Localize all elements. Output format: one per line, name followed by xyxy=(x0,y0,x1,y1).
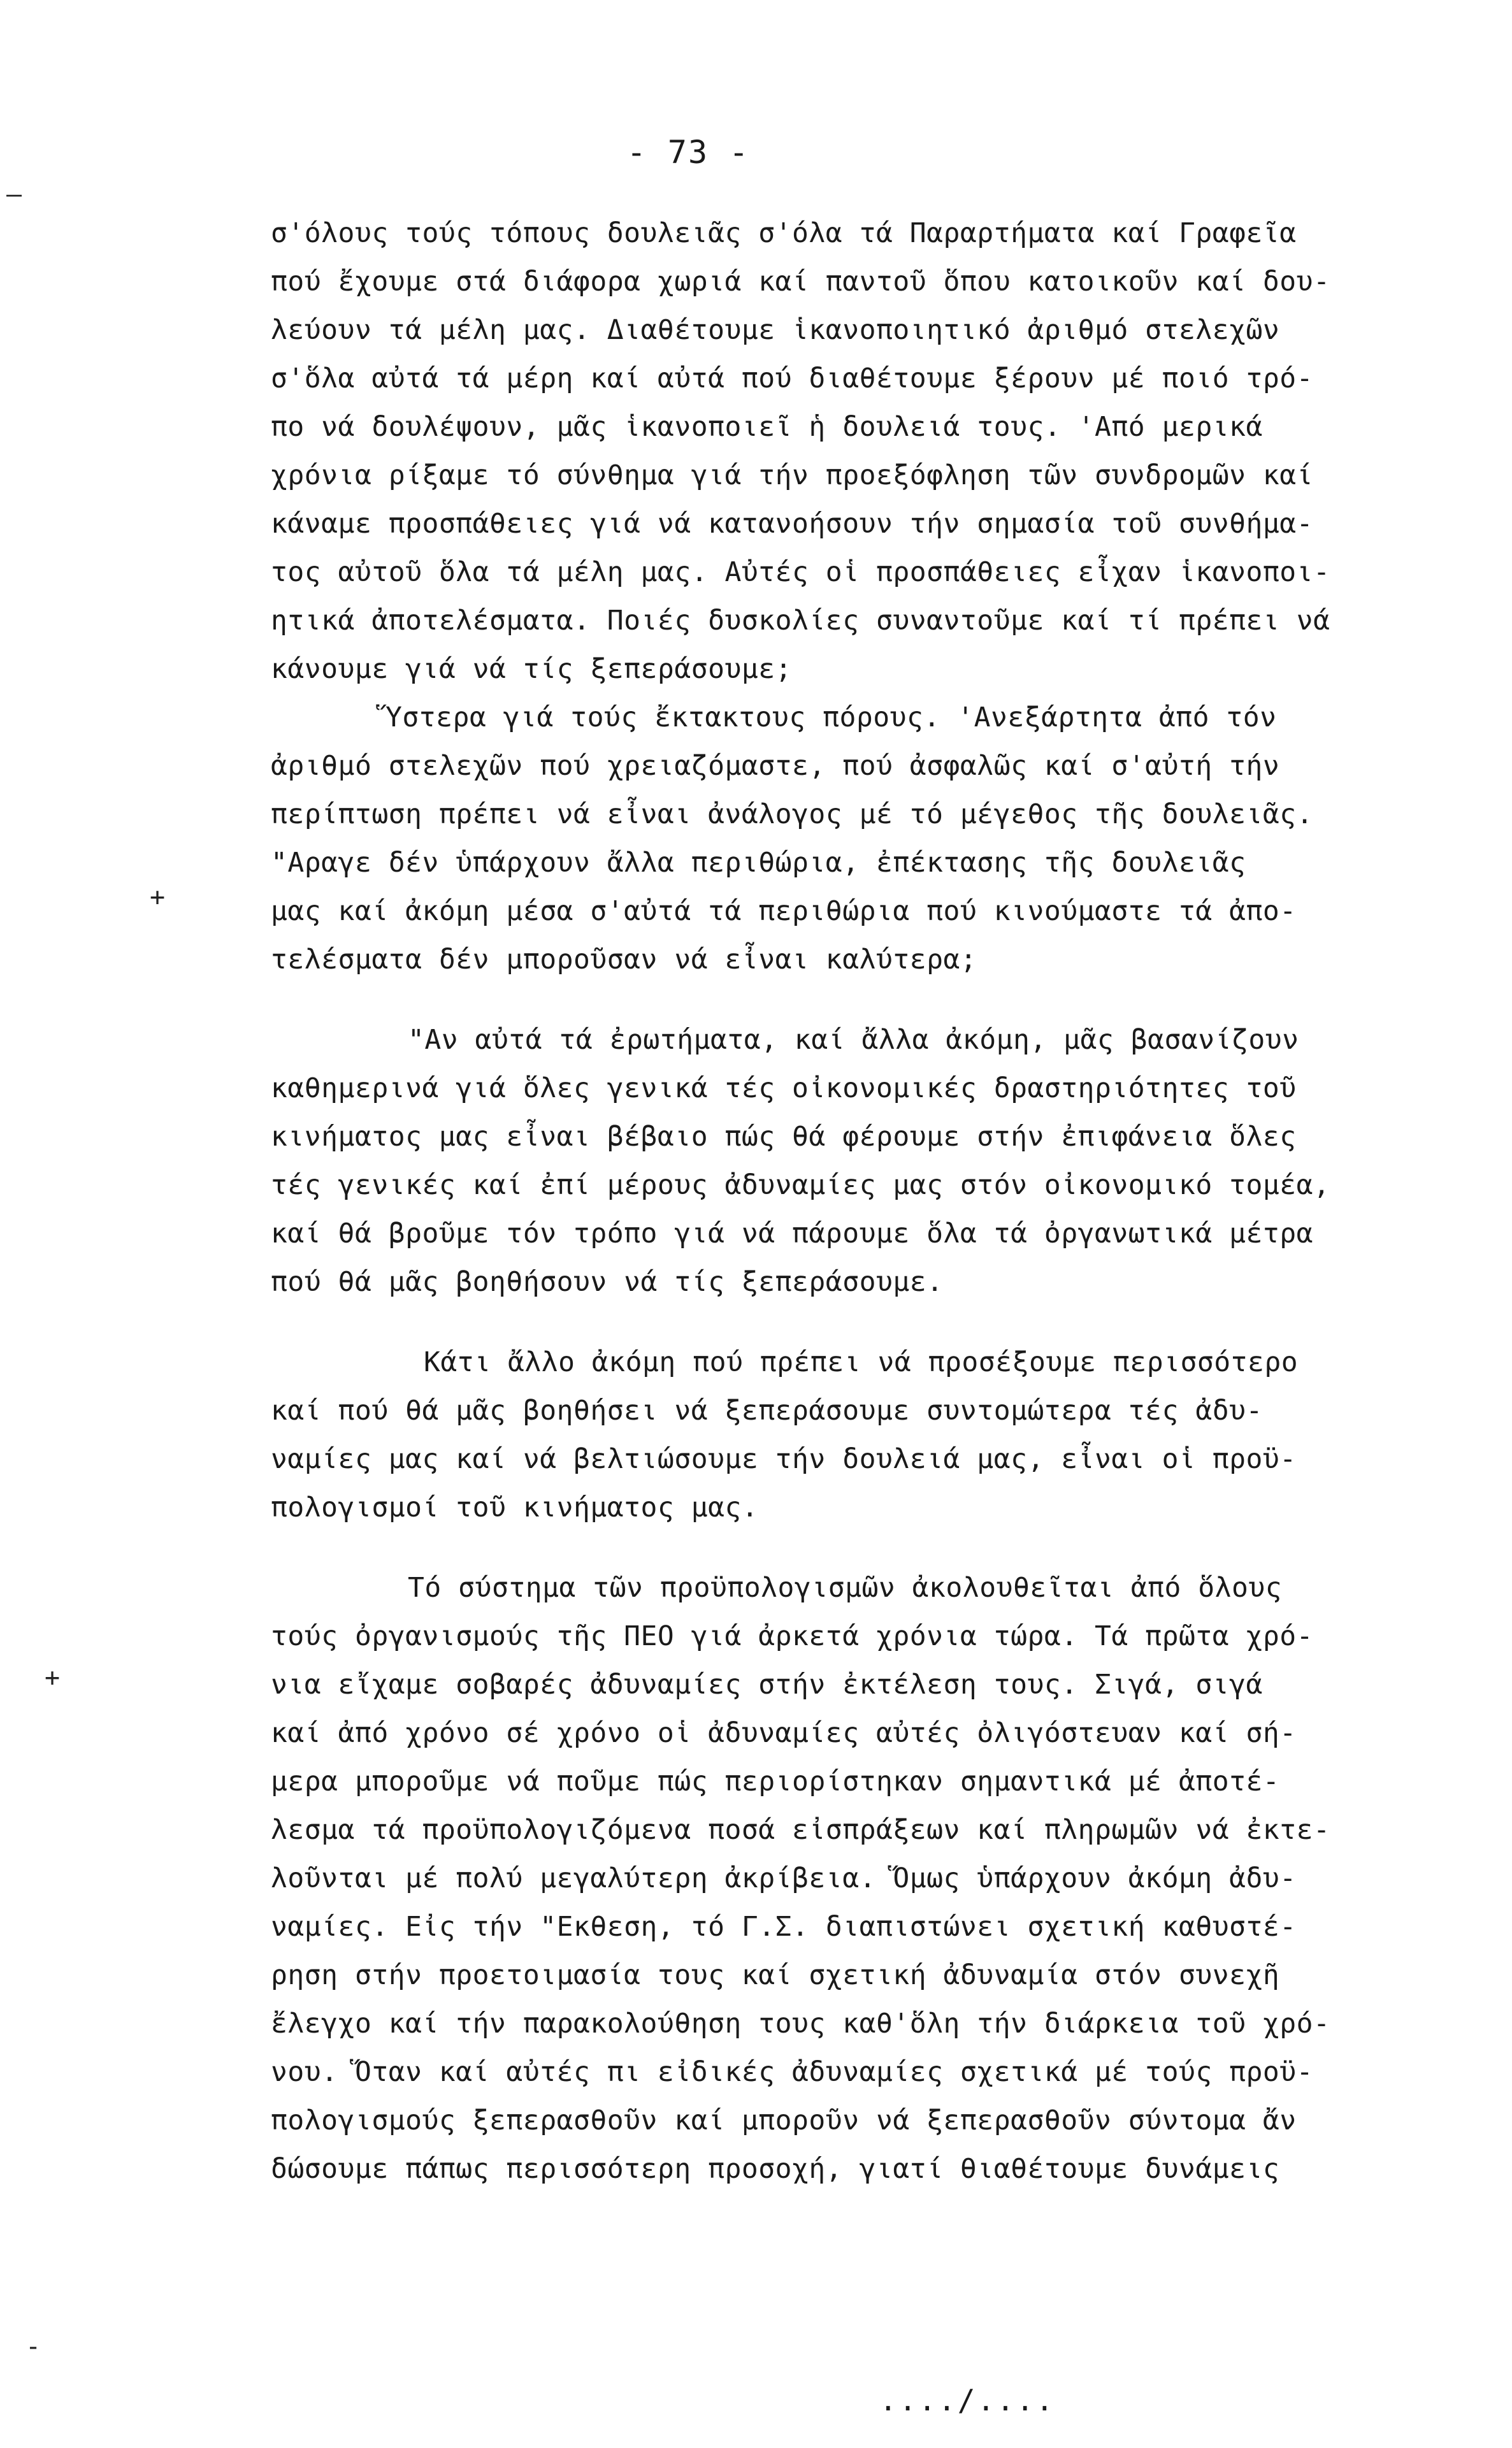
text-line: πού ἔχουμε στά διάφορα χωριά καί παντοῦ ὅπου κατοικοῦν καί δου- xyxy=(271,266,1330,298)
continuation-mark: ..../.... xyxy=(879,2383,1056,2417)
paragraph xyxy=(271,1016,1411,1306)
margin-tick-mark: — xyxy=(6,180,22,209)
text-line: πολογισμούς ξεπερασθοῦν καί μποροῦν νά ξεπερασθοῦν σύντομα ἄν xyxy=(271,2105,1297,2136)
text-line: κάνουμε γιά νά τίς ξεπεράσουμε; xyxy=(271,653,793,685)
text-line: ἀριθμό στελεχῶν πού χρειαζόμαστε, πού ἀσφαλῶς καί σ'αὐτή τήν xyxy=(271,750,1280,782)
margin-tick-mark: + xyxy=(150,882,166,912)
text-line: καί ἀπό χρόνο σέ χρόνο οἱ ἀδυναμίες αὐτές ὀλιγόστευαν καί σή- xyxy=(271,1717,1297,1749)
text-line: μερα μποροῦμε νά ποῦμε πώς περιορίστηκαν σημαντικά μέ ἀποτέ- xyxy=(271,1766,1280,1797)
text-line: Κάτι ἄλλο ἀκόμη πού πρέπει νά προσέξουμε περισσότερο xyxy=(424,1346,1299,1378)
text-line: "Αν αὐτά τά ἐρωτήματα, καί ἄλλα ἀκόμη, μᾶς βασανίζουν xyxy=(408,1024,1299,1056)
text-line: χρόνια ρίξαμε τό σύνθημα γιά τήν προεξόφληση τῶν συνδρομῶν καί xyxy=(271,459,1314,491)
text-line: ρηση στήν προετοιμασία τους καί σχετική ἀδυναμία στόν συνεχῆ xyxy=(271,1959,1280,1991)
text-line: τούς ὀργανισμούς τῆς ΠΕΟ γιά ἀρκετά χρόνια τώρα. Τά πρῶτα χρό- xyxy=(271,1620,1314,1652)
paragraph xyxy=(271,1338,1411,1532)
text-line: νια εἴχαμε σοβαρές ἀδυναμίες στήν ἐκτέλεση τους. Σιγά, σιγά xyxy=(271,1669,1263,1701)
margin-tick-mark: - xyxy=(25,2332,41,2361)
paragraph xyxy=(271,209,1411,693)
text-line: ναμίες μας καί νά βελτιώσουμε τήν δουλειά μας, εἶναι οἱ προϋ- xyxy=(271,1443,1297,1475)
text-line: λοῦνται μέ πολύ μεγαλύτερη ἀκρίβεια. Ὅμως ὑπάρχουν ἀκόμη ἀδυ- xyxy=(271,1862,1297,1894)
text-line: περίπτωση πρέπει νά εἶναι ἀνάλογος μέ τό μέγεθος τῆς δουλειᾶς. xyxy=(271,798,1314,830)
text-line: σ'όλους τούς τόπους δουλειᾶς σ'όλα τά Παραρτήματα καί Γραφεῖα xyxy=(271,217,1297,249)
body-text xyxy=(271,209,1411,2193)
text-line: σ'ὅλα αὐτά τά μέρη καί αὐτά πού διαθέτουμε ξέρουν μέ ποιό τρό- xyxy=(271,363,1314,394)
text-line: ητικά ἀποτελέσματα. Ποιές δυσκολίες συναντοῦμε καί τί πρέπει νά xyxy=(271,605,1330,637)
text-line: Τό σύστημα τῶν προϋπολογισμῶν ἀκολουθεῖται ἀπό ὅλους xyxy=(408,1572,1283,1604)
paragraph-gap xyxy=(271,1306,1411,1338)
text-line: κινήματος μας εἶναι βέβαιο πώς θά φέρουμε στήν ἐπιφάνεια ὅλες xyxy=(271,1121,1297,1153)
text-line: καί πού θά μᾶς βοηθήσει νά ξεπεράσουμε συντομώτερα τές ἀδυ- xyxy=(271,1395,1263,1427)
text-line: "Αραγε δέν ὑπάρχουν ἄλλα περιθώρια, ἐπέκτασης τῆς δουλειᾶς xyxy=(271,847,1246,879)
text-line: τές γενικές καί ἐπί μέρους ἀδυναμίες μας στόν οἰκονομικό τομέα, xyxy=(271,1169,1330,1201)
text-line: τελέσματα δέν μποροῦσαν νά εἶναι καλύτερα; xyxy=(271,944,977,976)
paragraph-gap xyxy=(271,984,1411,1016)
page-number: - 73 - xyxy=(626,134,750,171)
paragraph xyxy=(271,693,1411,984)
text-line: καθημερινά γιά ὅλες γενικά τές οἰκονομικές δραστηριότητες τοῦ xyxy=(271,1072,1297,1104)
text-line: τος αὐτοῦ ὅλα τά μέλη μας. Αὐτές οἱ προσπάθειες εἶχαν ἱκανοποι- xyxy=(271,556,1330,588)
text-line: πού θά μᾶς βοηθήσουν νά τίς ξεπεράσουμε. xyxy=(271,1266,944,1298)
text-line: λεσμα τά προϋπολογιζόμενα ποσά εἰσπράξεων καί πληρωμῶν νά ἐκτε- xyxy=(271,1814,1330,1846)
text-line: νου. Ὅταν καί αὐτές πι εἰδικές ἀδυναμίες σχετικά μέ τούς προϋ- xyxy=(271,2056,1314,2088)
text-line: καί θά βροῦμε τόν τρόπο γιά νά πάρουμε ὅλα τά ὀργανωτικά μέτρα xyxy=(271,1218,1314,1249)
text-line: δώσουμε πάπως περισσότερη προσοχή, γιατί θιαθέτουμε δυνάμεις xyxy=(271,2153,1280,2185)
text-line: λεύουν τά μέλη μας. Διαθέτουμε ἱκανοποιητικό ἀριθμό στελεχῶν xyxy=(271,314,1280,346)
text-line: πολογισμοί τοῦ κινήματος μας. xyxy=(271,1492,759,1523)
text-line: ναμίες. Εἰς τήν "Εκθεση, τό Γ.Σ. διαπιστώνει σχετική καθυστέ- xyxy=(271,1911,1297,1943)
paragraph-gap xyxy=(271,1532,1411,1564)
text-line: Ὕστερα γιά τούς ἔκτακτους πόρους. 'Ανεξάρτητα ἀπό τόν xyxy=(385,702,1277,733)
text-line: μας καί ἀκόμη μέσα σ'αὐτά τά περιθώρια πού κινούμαστε τά ἀπο- xyxy=(271,895,1297,927)
paragraph xyxy=(271,1564,1411,2193)
margin-tick-mark: + xyxy=(45,1663,61,1692)
text-line: ἔλεγχο καί τήν παρακολούθηση τους καθ'ὅλη τήν διάρκεια τοῦ χρό- xyxy=(271,2008,1330,2040)
text-line: πο νά δουλέψουν, μᾶς ἱκανοποιεῖ ἡ δουλειά τους. 'Από μερικά xyxy=(271,411,1263,443)
text-line: κάναμε προσπάθειες γιά νά κατανοήσουν τήν σημασία τοῦ συνθήμα- xyxy=(271,508,1314,540)
